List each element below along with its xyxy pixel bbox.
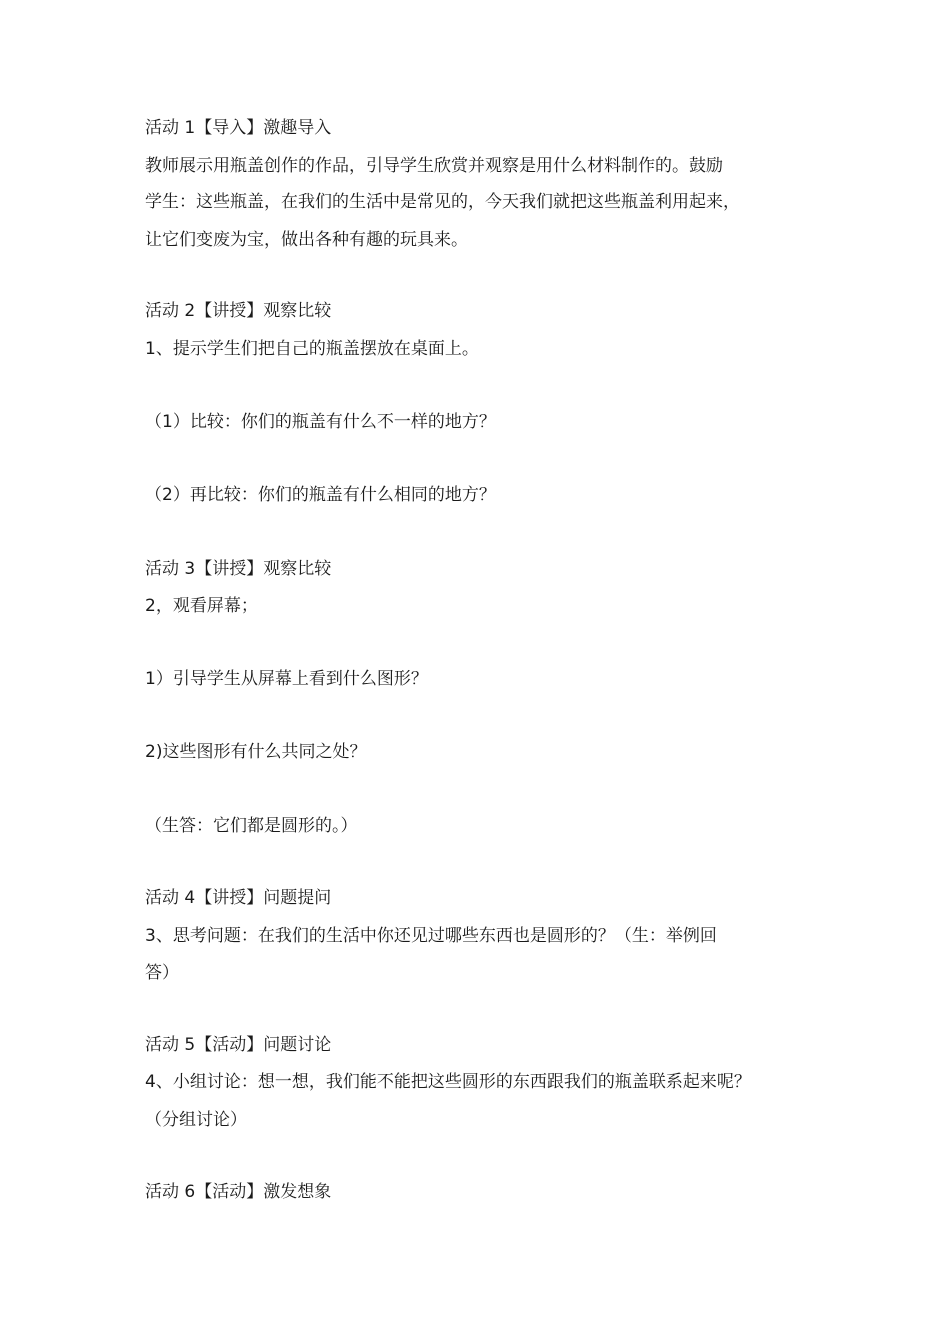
activity-4-step-3-line-1: 3、思考问题：在我们的生活中你还见过哪些东西也是圆形的？（生：举例回 <box>145 926 717 946</box>
activity-3-step-2: 2，观看屏幕； <box>145 596 258 616</box>
activity-2-compare-1: （1）比较：你们的瓶盖有什么不一样的地方？ <box>145 412 496 432</box>
activity-2-heading: 活动 2【讲授】观察比较 <box>145 301 332 321</box>
activity-3-heading: 活动 3【讲授】观察比较 <box>145 559 332 579</box>
activity-1-text-line-1: 教师展示用瓶盖创作的作品，引导学生欣赏并观察是用什么材料制作的。鼓励 <box>145 156 723 176</box>
activity-1-text-line-2: 学生：这些瓶盖，在我们的生活中是常见的，今天我们就把这些瓶盖利用起来， <box>145 192 740 212</box>
activity-5-heading: 活动 5【活动】问题讨论 <box>145 1035 332 1055</box>
activity-2-compare-2: （2）再比较：你们的瓶盖有什么相同的地方？ <box>145 485 496 505</box>
activity-5-step-4-line-2: （分组讨论） <box>145 1110 247 1130</box>
activity-6-heading: 活动 6【活动】激发想象 <box>145 1182 332 1202</box>
activity-3-question-1: 1）引导学生从屏幕上看到什么图形？ <box>145 669 428 689</box>
activity-5-step-4-line-1: 4、小组讨论：想一想，我们能不能把这些圆形的东西跟我们的瓶盖联系起来呢？ <box>145 1072 751 1092</box>
activity-2-step-1: 1、提示学生们把自己的瓶盖摆放在桌面上。 <box>145 339 479 359</box>
activity-4-step-3-line-2: 答） <box>145 963 179 983</box>
activity-1-text-line-3: 让它们变废为宝，做出各种有趣的玩具来。 <box>145 230 468 250</box>
activity-1-heading: 活动 1【导入】激趣导入 <box>145 118 332 138</box>
activity-3-question-2: 2)这些图形有什么共同之处？ <box>145 742 367 762</box>
activity-3-student-answer: （生答：它们都是圆形的。） <box>145 816 358 836</box>
activity-4-heading: 活动 4【讲授】问题提问 <box>145 888 332 908</box>
